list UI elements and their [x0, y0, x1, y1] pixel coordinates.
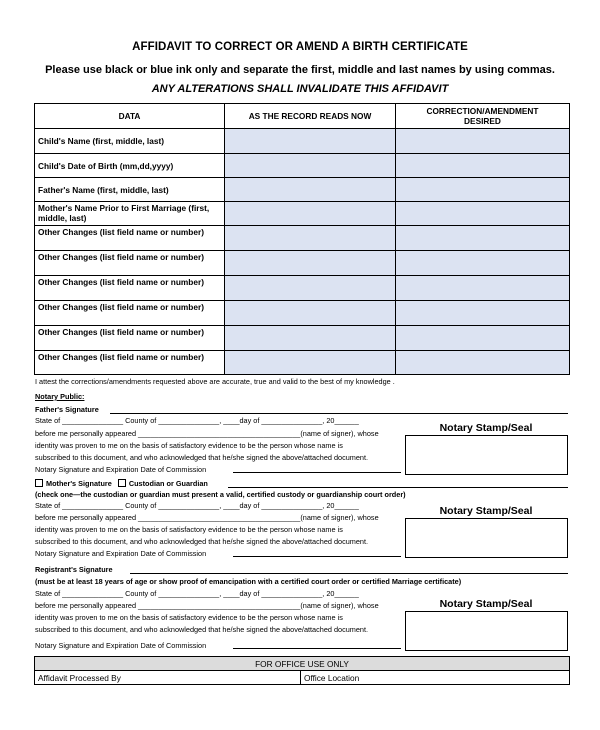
notary-public-heading: Notary Public: [35, 392, 85, 401]
attest-statement: I attest the corrections/amendments requested above are accurate, true and valid to the best of my knowledge . [35, 377, 395, 386]
father-signature-line[interactable] [110, 413, 568, 414]
correction-field[interactable] [396, 301, 570, 326]
subscribed-line: subscribed to this document, and who acknowledged that he/she signed the above/attached document. [35, 625, 369, 634]
alteration-warning: ANY ALTERATIONS SHALL INVALIDATE THIS AFFIDAVIT [151, 83, 449, 95]
data-table [34, 103, 570, 375]
notary-signature-line[interactable] [233, 472, 401, 473]
form-title: AFFIDAVIT TO CORRECT OR AMEND A BIRTH CERTIFICATE [132, 41, 468, 53]
custodian-checkbox[interactable] [118, 479, 126, 487]
record-reads-field[interactable] [225, 129, 396, 154]
record-reads-field[interactable] [225, 251, 396, 276]
record-reads-field[interactable] [225, 178, 396, 202]
record-reads-field[interactable] [225, 202, 396, 226]
correction-field[interactable] [396, 276, 570, 301]
registrant-signature-label: Registrant's Signature [35, 565, 113, 574]
appeared-line: before me personally appeared ________________________________________(name of signer), whose [35, 429, 379, 438]
record-reads-field[interactable] [225, 154, 396, 178]
record-reads-field[interactable] [225, 301, 396, 326]
office-use-header: FOR OFFICE USE ONLY [35, 657, 570, 671]
notary-signature-line[interactable] [233, 556, 401, 557]
mother-signature-text: Mother's Signature [46, 479, 112, 488]
correction-field[interactable] [396, 154, 570, 178]
record-reads-field[interactable] [225, 226, 396, 251]
row-label: Other Changes (list field name or number) [35, 276, 225, 301]
appeared-line: before me personally appeared ________________________________________(name of signer), whose [35, 601, 379, 610]
row-label: Other Changes (list field name or number) [35, 301, 225, 326]
age-note: (must be at least 18 years of age or show proof of emancipation with a certified court order or certified Marriage certificate) [35, 577, 462, 586]
state-county-line: State of _______________ County of _______________, ____day of _______________, 20______ [35, 416, 359, 425]
custodian-signature-text: Custodian or Guardian [128, 479, 208, 488]
identity-line: identity was proven to me on the basis of satisfactory evidence to be the person whose name is [35, 613, 343, 622]
notary-stamp-label: Notary Stamp/Seal [439, 598, 533, 610]
state-county-line: State of _______________ County of _______________, ____day of _______________, 20______ [35, 589, 359, 598]
table-header-row [35, 104, 570, 129]
correction-field[interactable] [396, 326, 570, 351]
notary-stamp-box [405, 435, 568, 475]
header-record-reads: AS THE RECORD READS NOW [225, 104, 396, 129]
table-row [35, 326, 570, 351]
father-signature-label: Father's Signature [35, 405, 99, 414]
ink-instruction: Please use black or blue ink only and separate the first, middle and last names by using commas. [45, 64, 555, 76]
table-row [35, 351, 570, 375]
identity-line: identity was proven to me on the basis of satisfactory evidence to be the person whose name is [35, 525, 343, 534]
commission-label: Notary Signature and Expiration Date of Commission [35, 641, 207, 650]
identity-line: identity was proven to me on the basis of satisfactory evidence to be the person whose name is [35, 441, 343, 450]
state-county-line: State of _______________ County of _______________, ____day of _______________, 20______ [35, 501, 359, 510]
custody-note: (check one—the custodian or guardian must present a valid, certified custody or guardianship court order) [35, 490, 406, 499]
header-correction: CORRECTION/AMENDMENT DESIRED [396, 104, 570, 129]
row-label: Other Changes (list field name or number) [35, 326, 225, 351]
correction-field[interactable] [396, 351, 570, 375]
notary-stamp-label: Notary Stamp/Seal [439, 422, 533, 434]
row-label: Other Changes (list field name or number) [35, 251, 225, 276]
record-reads-field[interactable] [225, 351, 396, 375]
mother-signature-label [35, 479, 208, 488]
row-label: Other Changes (list field name or number) [35, 351, 225, 375]
appeared-line: before me personally appeared ________________________________________(name of signer), whose [35, 513, 379, 522]
table-row [35, 276, 570, 301]
table-row [35, 301, 570, 326]
table-row [35, 178, 570, 202]
mother-signature-line[interactable] [228, 487, 568, 488]
row-label: Mother's Name Prior to First Marriage (first, middle, last) [35, 202, 225, 226]
row-label: Other Changes (list field name or number) [35, 226, 225, 251]
record-reads-field[interactable] [225, 326, 396, 351]
table-row [35, 226, 570, 251]
processed-by-field[interactable]: Affidavit Processed By [35, 671, 301, 685]
header-data: DATA [35, 104, 225, 129]
notary-signature-line[interactable] [233, 648, 401, 649]
commission-label: Notary Signature and Expiration Date of Commission [35, 465, 207, 474]
table-row [35, 129, 570, 154]
subscribed-line: subscribed to this document, and who acknowledged that he/she signed the above/attached document. [35, 537, 369, 546]
notary-stamp-box [405, 611, 568, 651]
correction-field[interactable] [396, 202, 570, 226]
correction-field[interactable] [396, 251, 570, 276]
mother-checkbox[interactable] [35, 479, 43, 487]
table-row [35, 202, 570, 226]
registrant-signature-line[interactable] [130, 573, 568, 574]
correction-field[interactable] [396, 226, 570, 251]
notary-stamp-label: Notary Stamp/Seal [439, 505, 533, 517]
row-label: Child's Name (first, middle, last) [35, 129, 225, 154]
office-location-field[interactable]: Office Location [301, 671, 570, 685]
row-label: Father's Name (first, middle, last) [35, 178, 225, 202]
correction-field[interactable] [396, 129, 570, 154]
office-use-table [34, 656, 570, 685]
correction-field[interactable] [396, 178, 570, 202]
subscribed-line: subscribed to this document, and who acknowledged that he/she signed the above/attached document. [35, 453, 369, 462]
row-label: Child's Date of Birth (mm,dd,yyyy) [35, 154, 225, 178]
commission-label: Notary Signature and Expiration Date of Commission [35, 549, 207, 558]
record-reads-field[interactable] [225, 276, 396, 301]
notary-stamp-box [405, 518, 568, 558]
table-row [35, 154, 570, 178]
table-row [35, 251, 570, 276]
